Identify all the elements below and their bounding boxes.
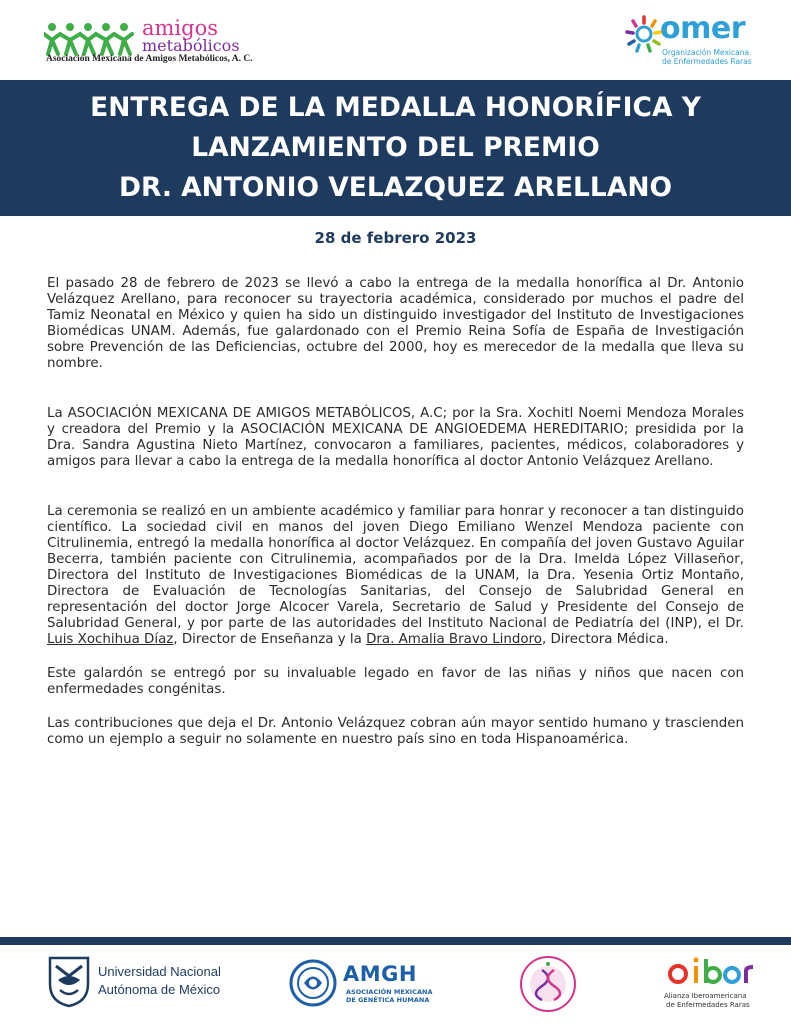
unam-name-line1: Universidad Nacional: [98, 964, 221, 979]
title-line-3: DR. ANTONIO VELAZQUEZ ARELLANO: [118, 172, 673, 203]
aiber-wordmark-icon: [666, 956, 756, 986]
omer-subtitle-line1: Organización Mexicana: [662, 48, 750, 57]
amgh-wordmark: AMGH: [343, 962, 417, 986]
omer-sun-icon: [624, 14, 664, 54]
amalia-bravo-link[interactable]: Dra. Amalia Bravo Lindoro: [366, 632, 542, 647]
paragraph-4: Este galardón se entregó por su invaluable legado en favor de las niñas y niños que nacen con enfermedades congénitas.: [47, 666, 744, 697]
footer-divider: [0, 937, 791, 945]
red-de-apoyo-logo: [518, 954, 578, 1014]
amgh-subtitle-line1: ASOCIACIÓN MEXICANA: [346, 988, 433, 996]
luis-xochihua-link[interactable]: Luis Xochihua Díaz: [47, 632, 174, 647]
omer-subtitle-line2: de Enfermedades Raras: [662, 57, 752, 66]
paragraph-3-text-a: La ceremonia se realizó en un ambiente académico y familiar para honrar y reconocer a tan distinguido científico. La sociedad civil en manos del joven Diego Emiliano Wenzel Mendoza paciente con Citrulinemia, entregó la medalla honorífica al doctor Velázquez. En compañía del joven Gustavo Aguilar Becerra, también paciente con Citrulinemia, acompañados por de la Dra. Imelda López Villaseñor, Directora del Instituto de Investigaciones Biomédicas de la UNAM, la Dra. Yesenia Ortiz Montaño, Directora de Evaluación de Tecnologías Sanitarias, del Consejo de Salubridad General en representación del doctor Jorge Alcocer Varela, Secretario de Salud y Presidente del Consejo de Salubridad General, y por parte de las autoridades del Instituto Nacional de Pediatría del (INP), el Dr.: [47, 504, 744, 631]
amigos-wordmark: amigos: [142, 16, 219, 40]
amigos-metabolicos-logo: [44, 16, 254, 66]
article-body: [47, 276, 744, 748]
publication-date: 28 de febrero 2023: [314, 229, 477, 247]
amgh-logo: [288, 958, 438, 1012]
unam-logo: [46, 954, 221, 1010]
aiber-subtitle-line1: Alianza Iberoamericana: [664, 992, 747, 1000]
paragraph-1: El pasado 28 de febrero de 2023 se llevó a cabo la entrega de la medalla honorífica al Dr. Antonio Velázquez Arellano, para reconocer su trayectoria académica, considerado por muchos el padre del Tamiz Neonatal en México y quien ha sido un distinguido investigador del Instituto de Investigaciones Biomédicas UNAM. Además, fue galardonado con el Premio Reina Sofía de España de Investigación sobre Prevención de las Deficiencias, octubre del 2000, hoy es merecedor de la medalla que lleva su nombre.: [47, 276, 744, 371]
amgh-seal-icon: [288, 958, 338, 1008]
amgh-subtitle-line2: DE GENÉTICA HUMANA: [346, 996, 430, 1004]
paragraph-3: [47, 504, 744, 648]
omer-logo: [622, 12, 772, 72]
title-line-1: ENTREGA DE LA MEDALLA HONORÍFICA Y: [90, 92, 701, 123]
unam-seal-icon: [46, 954, 92, 1008]
unam-name-line2: Autónoma de México: [98, 982, 221, 997]
metabolicos-wordmark: metabólicos: [142, 36, 240, 55]
paragraph-3-text-c: , Directora Médica.: [541, 632, 669, 647]
paragraph-5: Las contribuciones que deja el Dr. Antonio Velázquez cobran aún mayor sentido humano y trascienden como un ejemplo a seguir no solamente en nuestro país sino en toda Hispanoamérica.: [47, 716, 744, 747]
aiber-logo: [664, 956, 764, 1012]
paragraph-2: La ASOCIACIÓN MEXICANA DE AMIGOS METABÓLICOS, A.C; por la Sra. Xochitl Noemi Mendoza Morales y creadora del Premio y la ASOCIACIÓN MEXICANA DE ANGIOEDEMA HEREDITARIO; presidida por la Dra. Sandra Agustina Nieto Martínez, convocaron a familiares, pacientes, médicos, colaboradores y amigos para llevar a cabo la entrega de la medalla honorífica al doctor Antonio Velázquez Arellano.: [47, 406, 744, 469]
amigos-subtitle: Asociación Mexicana de Amigos Metabólicos, A. C.: [46, 54, 253, 64]
aiber-subtitle-line2: de Enfermedades Raras: [666, 1001, 750, 1009]
title-banner: [0, 80, 791, 216]
omer-wordmark: omer: [660, 11, 746, 46]
title-line-2: LANZAMIENTO DEL PREMIO: [191, 132, 600, 163]
people-figures-icon: [44, 22, 138, 56]
paragraph-3-text-b: , Director de Enseñanza y la: [173, 632, 367, 647]
